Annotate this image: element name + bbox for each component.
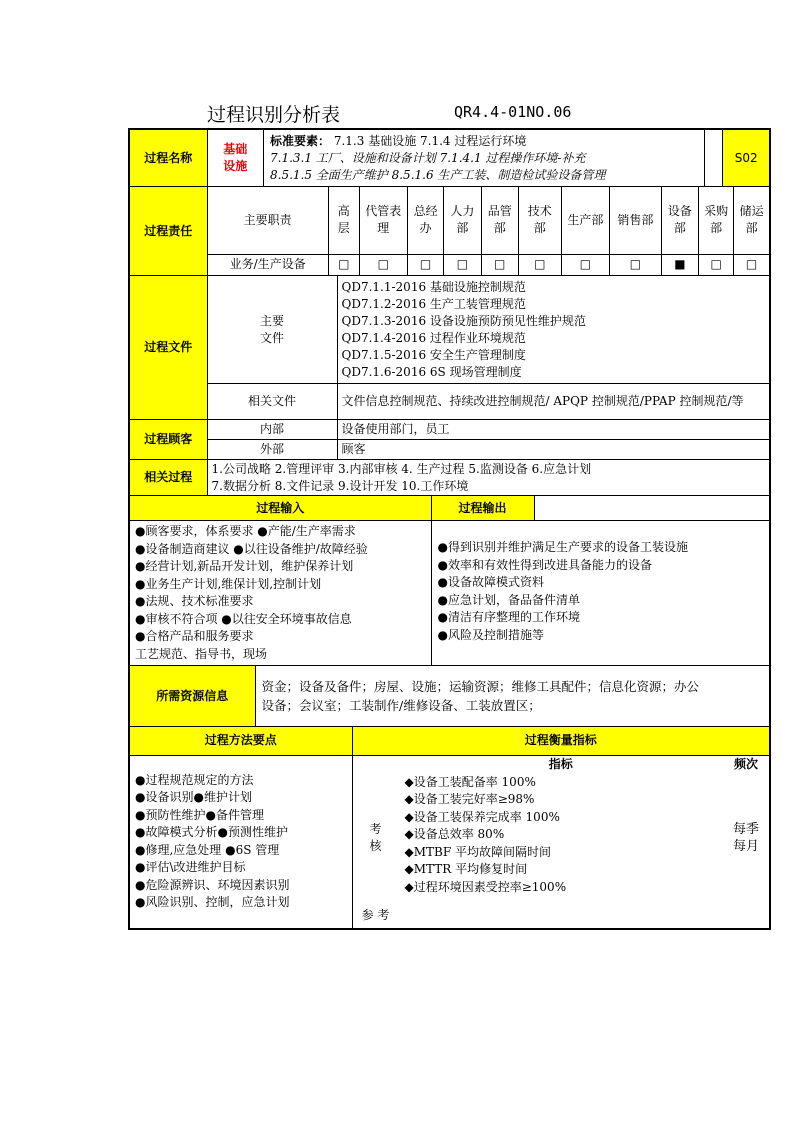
input-item: ●设备制造商建议 ●以往设备维护/故障经验 (135, 541, 368, 556)
checkbox-quality: □ (481, 254, 518, 275)
main-file: QD7.1.6-2016 6S 现场管理制度 (341, 364, 522, 379)
process-code: S02 (723, 130, 769, 186)
metric-item: ◆设备工装配备率 100% (404, 774, 536, 789)
reference-frequency (723, 904, 769, 928)
standard-elements-label: 标准要素： (270, 133, 331, 148)
output-item: ●清洁有序整理的工作环境 (437, 610, 580, 624)
standard-line-1: 7.1.3 基础设施 7.1.4 过程运行环境 (333, 133, 527, 148)
related-process-line1: 1.公司战略 2.管理评审 3.内部审核 4. 生产过程 5.监测设备 6.应急计划 (211, 461, 592, 476)
outputs-list (431, 521, 769, 665)
checkbox-equipment: ■ (661, 254, 698, 275)
dept-senior: 高层 (328, 187, 359, 254)
input-item: ●顾客要求，体系要求 ●产能/生产率需求 (135, 524, 356, 538)
indicator-header: 指标 (548, 756, 573, 771)
method-item: ●危险源辨识、环境因素识别 (135, 877, 290, 892)
process-analysis-form (128, 128, 771, 930)
inputs-list (130, 521, 431, 665)
customers-label: 过程顾客 (129, 420, 207, 460)
resources-label: 所需资源信息 (130, 666, 255, 726)
documents-label: 过程文件 (129, 276, 207, 420)
standard-line-2: 7.1.3.1 工厂、设施和设备计划 7.1.4.1 过程操作环境-补充 (270, 150, 586, 165)
internal-customer-value: 设备使用部门，员工 (337, 420, 770, 440)
main-files-label-1: 主要 (259, 313, 284, 328)
dept-gm-office: 总经办 (407, 187, 443, 254)
internal-customer-label: 内部 (207, 420, 337, 440)
metric-item: ◆过程环境因素受控率≥100% (404, 879, 567, 894)
dept-equipment: 设备部 (661, 187, 698, 254)
method-item: ●评估\改进维护目标 (135, 860, 246, 874)
method-item: ●过程规范规定的方法 (135, 772, 254, 787)
related-process-line2: 7.数据分析 8.文件记录 9.设计开发 10.工作环境 (211, 478, 469, 493)
dept-purchasing: 采购部 (699, 187, 734, 254)
responsibility-label: 过程责任 (129, 187, 207, 276)
resources-line1: 资金；设备及备件；房屋、设施；运输资源；维修工具配件；信息化资源；办公 (261, 679, 700, 694)
inputs-label: 过程输入 (130, 496, 431, 520)
main-duty-label: 主要职责 (208, 187, 329, 254)
dept-logistics: 储运部 (734, 187, 769, 254)
output-item: ●效率和有效性得到改进具备能力的设备 (437, 557, 652, 572)
main-files-label-2: 文件 (259, 330, 284, 345)
checkbox-production: □ (561, 254, 609, 275)
input-item: ●审核不符合项 ●以往安全环境事故信息 (135, 611, 352, 626)
frequency-header: 频次 (733, 756, 758, 771)
main-file: QD7.1.4-2016 过程作业环境规范 (341, 330, 526, 345)
method-item: ●故障模式分析●预测性维护 (135, 825, 288, 839)
process-name-line2: 设施 (223, 159, 248, 173)
metric-item: ◆MTBF 平均故障间隔时间 (404, 844, 551, 859)
frequency-value (723, 773, 769, 904)
main-file: QD7.1.1-2016 基础设施控制规范 (341, 279, 526, 294)
checkbox-gm-office: □ (407, 254, 443, 275)
process-name-value (208, 130, 264, 186)
external-customer-label: 外部 (207, 440, 337, 460)
dept-technical: 技术部 (518, 187, 561, 254)
method-item: ●修理,应急处理 ●6S 管理 (135, 842, 280, 857)
methods-list (130, 755, 352, 928)
responsibility-matrix (208, 187, 769, 275)
method-item: ●设备识别●维护计划 (135, 790, 252, 804)
dept-production: 生产部 (561, 187, 609, 254)
document-title: 过程识别分析表 (207, 104, 341, 126)
metric-item: ◆设备工装完好率≥98% (404, 792, 535, 806)
assess-label-2: 核 (369, 839, 382, 853)
output-item: ●设备故障模式资料 (437, 575, 544, 589)
assess-label (353, 773, 399, 904)
metric-item: ◆MTTR 平均修复时间 (404, 862, 528, 876)
related-files-value: 文件信息控制规范、持续改进控制规范/ APQP 控制规范/PPAP 控制规范/等 (337, 384, 770, 420)
main-files-label (207, 276, 337, 384)
external-customer-value: 顾客 (337, 440, 770, 460)
related-files-label: 相关文件 (207, 384, 337, 420)
checkbox-purchasing: □ (699, 254, 734, 275)
input-item: ●法规、技术标准要求 (135, 594, 254, 608)
metric-item: ◆设备工装保养完成率 100% (404, 809, 560, 824)
checkbox-management-rep: □ (359, 254, 407, 275)
output-item: ●应急计划，备品备件清单 (437, 592, 580, 607)
metrics-section (352, 755, 769, 928)
process-name-section (208, 130, 769, 186)
input-item: ●合格产品和服务要求 (135, 629, 254, 643)
checkbox-hr: □ (444, 254, 481, 275)
standard-line-3: 8.5.1.5 全面生产维护 8.5.1.6 生产工装、制造检试验设备管理 (270, 167, 606, 182)
method-item: ●风险识别、控制，应急计划 (135, 895, 290, 909)
inputs-output-header (129, 496, 534, 521)
checkbox-senior: □ (328, 254, 359, 275)
reference-label: 参 考 (361, 908, 390, 922)
related-process-value (207, 460, 770, 496)
metrics-list (399, 773, 723, 904)
reference-value (399, 904, 723, 928)
process-name-label: 过程名称 (129, 129, 207, 187)
dept-quality: 品管部 (481, 187, 518, 254)
metrics-label: 过程衡量指标 (352, 727, 769, 755)
method-item: ●预防性维护●备件管理 (135, 807, 264, 822)
output-item: ●风险及控制措施等 (437, 627, 544, 642)
outputs-label: 过程输出 (458, 500, 507, 515)
input-item: ●经营计划,新品开发计划，维护保养计划 (135, 559, 354, 573)
standard-elements (264, 130, 705, 186)
dept-management-rep: 代管表理 (359, 187, 407, 254)
resources-value (255, 666, 769, 726)
frequency-quarterly: 每季 (732, 822, 759, 837)
checkbox-technical: □ (518, 254, 561, 275)
resources-line2: 设备；会议室；工装制作/维修设备、工装放置区； (261, 698, 541, 713)
frequency-monthly: 每月 (732, 839, 759, 854)
main-files-list (337, 276, 770, 384)
dept-sales: 销售部 (610, 187, 662, 254)
related-process-label: 相关过程 (129, 460, 207, 496)
document-code: QR4.4-01NO.06 (454, 103, 572, 121)
checkbox-sales: □ (610, 254, 662, 275)
main-file: QD7.1.3-2016 设备设施预防预见性维护规范 (341, 313, 586, 328)
metric-item: ◆设备总效率 80% (404, 827, 505, 841)
responsibility-row-label: 业务/生产设备 (208, 254, 329, 275)
checkbox-logistics: □ (734, 254, 769, 275)
assess-label-1: 考 (369, 822, 382, 836)
input-item: 工艺规范、指导书，现场 (135, 646, 268, 661)
input-item: ●业务生产计划,维保计划,控制计划 (135, 576, 322, 591)
spacer-cell (705, 130, 723, 186)
process-name-line1: 基础 (223, 142, 248, 156)
main-file: QD7.1.2-2016 生产工装管理规范 (341, 296, 526, 311)
main-file: QD7.1.5-2016 安全生产管理制度 (341, 347, 526, 362)
output-item: ●得到识别并维护满足生产要求的设备工装设施 (437, 540, 688, 554)
methods-label: 过程方法要点 (130, 727, 352, 755)
dept-hr: 人力部 (444, 187, 481, 254)
